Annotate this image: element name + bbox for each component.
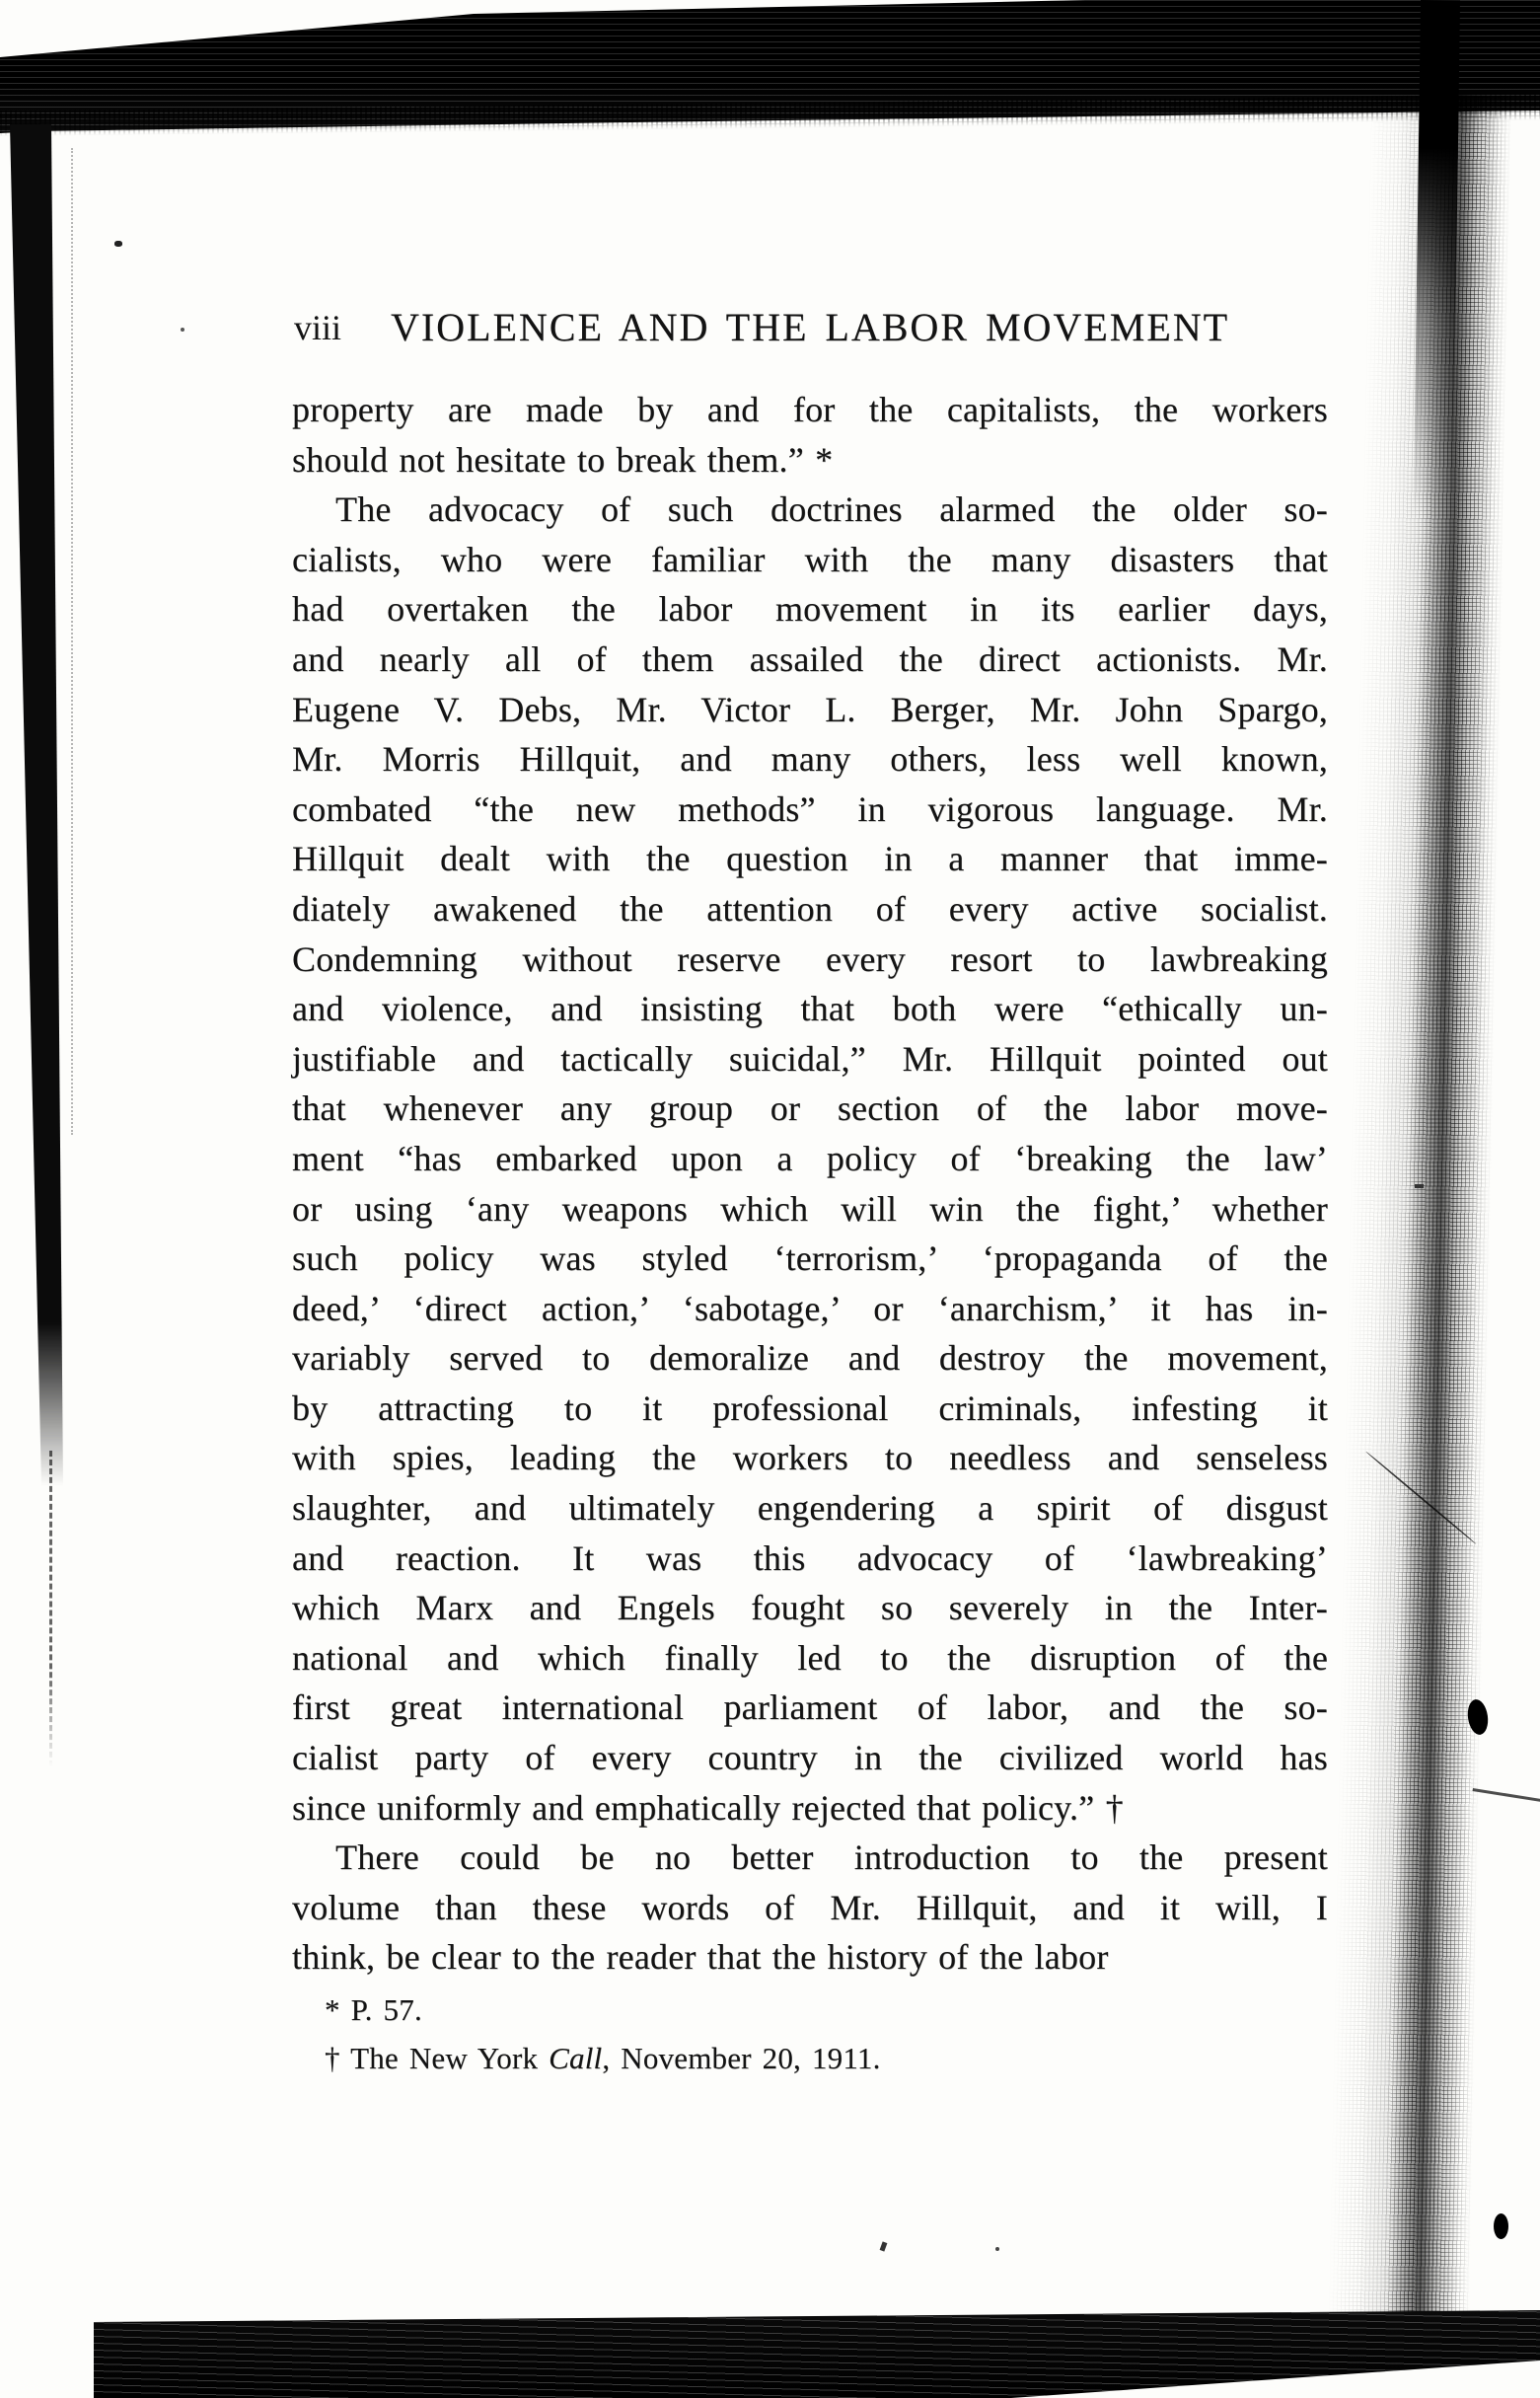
footnote-line [325, 1986, 1328, 2034]
text-line: should not hesitate to break them.” * [292, 439, 834, 480]
scan-artifact-speck [1415, 1184, 1424, 1188]
paragraph [292, 385, 1328, 485]
scan-artifact-right-top-tongue [1414, 0, 1460, 514]
scan-artifact-bottom-band [94, 2309, 1540, 2398]
text-line: diately awakened the attention of every active socialist. [292, 888, 1328, 929]
text-line: that whenever any group or section of the labor move- [292, 1088, 1328, 1129]
running-head-title: VIOLENCE AND THE LABOR MOVEMENT [390, 305, 1230, 349]
text-line: and violence, and insisting that both were “ethically un- [292, 989, 1328, 1029]
text-line: first great international parliament of labor, and the so- [292, 1687, 1328, 1728]
text-line: property are made by and for the capitalists, the workers [292, 390, 1328, 429]
footnote-text: * P. 57. [325, 1992, 422, 2027]
footnote-italic-text: Call [549, 2041, 603, 2075]
scan-artifact-left-dot-column [71, 148, 73, 1135]
scan-artifact-right-edge-noise [1328, 94, 1519, 2336]
text-line: by attracting to it professional criminals, infesting it [292, 1387, 1328, 1428]
text-line: justifiable and tactically suicidal,” Mr. Hillquit pointed out [292, 1038, 1328, 1079]
text-line: cialist party of every country in the civilized world has [292, 1738, 1328, 1778]
scan-artifact-left-binding-bar [0, 124, 79, 1486]
paragraph [292, 1833, 1328, 1983]
page-header [292, 296, 1328, 359]
text-line: and reaction. It was this advocacy of ‘lawbreaking’ [292, 1537, 1328, 1578]
paragraph [292, 485, 1328, 1833]
text-line: Eugene V. Debs, Mr. Victor L. Berger, Mr. John Spargo, [292, 689, 1328, 729]
scan-artifact-speck [181, 328, 184, 332]
body-text [292, 385, 1328, 1983]
scan-artifact-ink-blob [1494, 2213, 1508, 2239]
footnote-text: , November 20, 1911. [602, 2041, 881, 2075]
text-line: Hillquit dealt with the question in a manner that imme- [292, 839, 1328, 879]
footnotes [325, 1986, 1328, 2082]
scan-artifact-speck [880, 2241, 888, 2251]
text-line: slaughter, and ultimately engendering a spirit of disgust [292, 1488, 1328, 1529]
scan-artifact-right-edge-shadow [1356, 94, 1509, 2336]
text-line: such policy was styled ‘terrorism,’ ‘propaganda of the [292, 1238, 1328, 1279]
text-line: There could be no better introduction to the present [335, 1837, 1328, 1878]
text-line: and nearly all of them assailed the direct actionists. Mr. [292, 638, 1328, 679]
scan-artifact-top-band-fringe [0, 95, 1540, 136]
footnote-text: † The New York [325, 2041, 550, 2075]
text-line: ment “has embarked upon a policy of ‘breaking the law’ [292, 1138, 1328, 1178]
text-line: which Marx and Engels fought so severely in the Inter- [292, 1588, 1328, 1628]
scan-artifact-horizontal-scratch [1473, 1788, 1540, 1802]
text-line: national and which finally led to the disruption of the [292, 1637, 1328, 1678]
footnote-line [325, 2034, 1328, 2082]
text-line: since uniformly and emphatically rejected that policy.” † [292, 1787, 1124, 1828]
scan-artifact-top-band [0, 0, 1540, 148]
page-number-folio: viii [294, 308, 342, 347]
text-line: or using ‘any weapons which will win the fight,’ whether [292, 1188, 1328, 1229]
text-line: Mr. Morris Hillquit, and many others, less well known, [292, 739, 1328, 780]
scan-artifact-diagonal-scratch [1365, 1451, 1477, 1544]
text-line: think, be clear to the reader that the history of the labor [292, 1937, 1109, 1978]
scan-artifact-left-dotted-trail [49, 1451, 52, 1766]
text-line: combated “the new methods” in vigorous language. Mr. [292, 788, 1328, 829]
scan-artifact-speck [114, 241, 122, 247]
text-line: The advocacy of such doctrines alarmed the older so- [335, 489, 1328, 530]
text-line: variably served to demoralize and destroy the movement, [292, 1338, 1328, 1379]
text-line: deed,’ ‘direct action,’ ‘sabotage,’ or ‘anarchism,’ it has in- [292, 1288, 1328, 1328]
text-line: with spies, leading the workers to needless and senseless [292, 1438, 1328, 1478]
scan-artifact-speck [995, 2247, 999, 2251]
text-line: Condemning without reserve every resort to lawbreaking [292, 938, 1328, 979]
text-line: cialists, who were familiar with the many disasters that [292, 539, 1328, 579]
scan-artifact-ink-blob [1466, 1698, 1491, 1736]
text-line: had overtaken the labor movement in its earlier days, [292, 589, 1328, 630]
text-line: volume than these words of Mr. Hillquit, and it will, I [292, 1887, 1328, 1927]
